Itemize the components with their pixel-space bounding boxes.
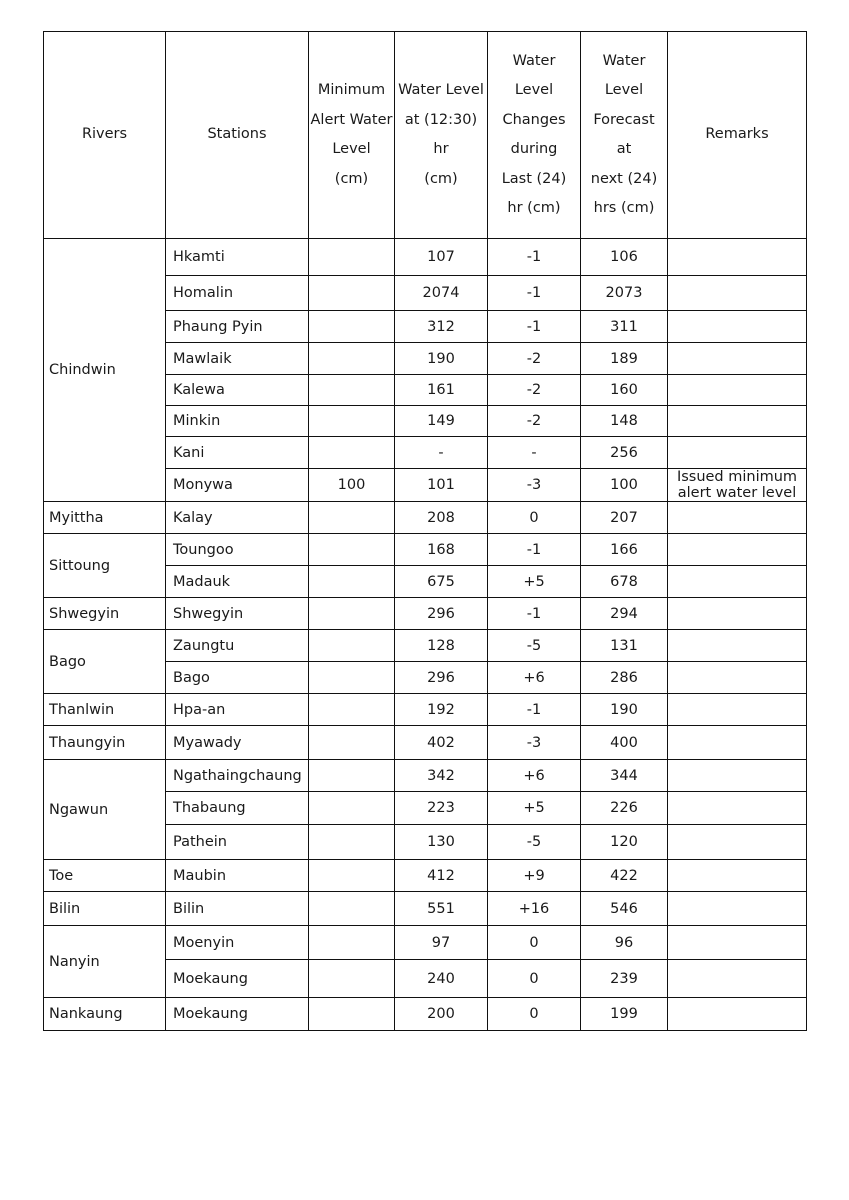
forecast-cell: 166 — [581, 534, 668, 566]
header-line: Level — [604, 82, 644, 98]
change-cell: -3 — [488, 469, 581, 502]
table-row — [44, 239, 807, 276]
remark-cell — [668, 566, 807, 598]
river-cell: Myittha — [44, 502, 166, 534]
header-rivers-text: Rivers — [81, 126, 128, 143]
remark-cell — [668, 998, 807, 1031]
table-body — [44, 239, 807, 1031]
remark-cell — [668, 239, 807, 276]
forecast-cell: 2073 — [581, 276, 668, 311]
station-cell: Ngathaingchaung — [166, 760, 309, 792]
water-level-cell: - — [395, 437, 488, 469]
water-level-cell: 675 — [395, 566, 488, 598]
station-cell: Hkamti — [166, 239, 309, 276]
change-cell: - — [488, 437, 581, 469]
river-cell: Sittoung — [44, 534, 166, 598]
header-line: next (24) — [590, 170, 658, 187]
remark-cell — [668, 726, 807, 760]
remark-cell — [668, 694, 807, 726]
change-cell: 0 — [488, 926, 581, 960]
header-forecast — [581, 32, 668, 239]
river-cell: Nanyin — [44, 926, 166, 998]
table-row — [44, 892, 807, 926]
river-cell: Bago — [44, 630, 166, 694]
change-cell: +6 — [488, 662, 581, 694]
change-cell: +5 — [488, 792, 581, 825]
header-rivers — [44, 32, 166, 239]
remark-cell — [668, 792, 807, 825]
forecast-cell: 226 — [581, 792, 668, 825]
change-cell: -2 — [488, 343, 581, 375]
remark-cell — [668, 598, 807, 630]
table-row — [44, 630, 807, 662]
remark-cell — [668, 502, 807, 534]
river-cell: Chindwin — [44, 239, 166, 502]
min-alert-cell — [309, 998, 395, 1031]
header-line: Water Level — [398, 82, 484, 98]
water-level-cell: 161 — [395, 375, 488, 406]
water-level-cell: 101 — [395, 469, 488, 502]
header-min-alert — [309, 32, 395, 239]
remark-cell: Issued minimum alert water level — [668, 469, 807, 502]
station-cell: Toungoo — [166, 534, 309, 566]
change-cell: -1 — [488, 239, 581, 276]
remark-cell — [668, 860, 807, 892]
remark-cell — [668, 406, 807, 437]
header-row — [44, 32, 807, 239]
forecast-cell: 148 — [581, 406, 668, 437]
water-level-cell: 312 — [395, 311, 488, 343]
min-alert-cell — [309, 375, 395, 406]
header-line: Last (24) — [501, 170, 567, 187]
river-cell: Nankaung — [44, 998, 166, 1031]
min-alert-cell — [309, 343, 395, 375]
water-level-cell: 412 — [395, 860, 488, 892]
remark-cell — [668, 311, 807, 343]
change-cell: 0 — [488, 502, 581, 534]
forecast-cell: 199 — [581, 998, 668, 1031]
water-level-cell: 168 — [395, 534, 488, 566]
change-cell: +9 — [488, 860, 581, 892]
forecast-cell: 546 — [581, 892, 668, 926]
header-line: Alert Water — [310, 111, 393, 128]
water-level-cell: 296 — [395, 598, 488, 630]
remark-cell — [668, 375, 807, 406]
water-level-cell: 128 — [395, 630, 488, 662]
min-alert-cell — [309, 926, 395, 960]
station-cell: Moekaung — [166, 998, 309, 1031]
water-level-cell: 149 — [395, 406, 488, 437]
water-level-cell: 200 — [395, 998, 488, 1031]
table-row — [44, 502, 807, 534]
header-changes — [488, 32, 581, 239]
station-cell: Phaung Pyin — [166, 311, 309, 343]
station-cell: Mawlaik — [166, 343, 309, 375]
header-line: during — [510, 141, 558, 157]
change-cell: 0 — [488, 960, 581, 998]
change-cell: -1 — [488, 598, 581, 630]
remark-cell — [668, 825, 807, 860]
station-cell: Kalay — [166, 502, 309, 534]
forecast-cell: 286 — [581, 662, 668, 694]
station-cell: Bago — [166, 662, 309, 694]
table-row — [44, 694, 807, 726]
forecast-cell: 190 — [581, 694, 668, 726]
min-alert-cell — [309, 239, 395, 276]
water-level-cell: 240 — [395, 960, 488, 998]
table-row — [44, 726, 807, 760]
header-line: Minimum — [317, 82, 386, 98]
forecast-cell: 189 — [581, 343, 668, 375]
station-cell: Madauk — [166, 566, 309, 598]
water-level-table — [43, 31, 807, 1031]
header-line: (cm) — [334, 170, 369, 187]
water-level-cell: 296 — [395, 662, 488, 694]
change-cell: +16 — [488, 892, 581, 926]
header-line: hr (cm) — [507, 200, 561, 216]
forecast-cell: 100 — [581, 469, 668, 502]
water-level-cell: 107 — [395, 239, 488, 276]
remark-cell — [668, 892, 807, 926]
remark-cell — [668, 630, 807, 662]
change-cell: 0 — [488, 998, 581, 1031]
min-alert-cell — [309, 566, 395, 598]
forecast-cell: 678 — [581, 566, 668, 598]
min-alert-cell — [309, 406, 395, 437]
change-cell: +6 — [488, 760, 581, 792]
min-alert-cell — [309, 598, 395, 630]
min-alert-cell — [309, 437, 395, 469]
forecast-cell: 106 — [581, 239, 668, 276]
river-cell: Toe — [44, 860, 166, 892]
header-stations-text: Stations — [207, 126, 267, 143]
min-alert-cell — [309, 960, 395, 998]
header-line: Forecast — [593, 111, 655, 128]
station-cell: Minkin — [166, 406, 309, 437]
header-line: Changes — [502, 111, 566, 128]
table-row — [44, 534, 807, 566]
change-cell: -5 — [488, 825, 581, 860]
water-level-cell: 190 — [395, 343, 488, 375]
change-cell: -2 — [488, 375, 581, 406]
station-cell: Homalin — [166, 276, 309, 311]
forecast-cell: 239 — [581, 960, 668, 998]
station-cell: Pathein — [166, 825, 309, 860]
water-level-cell: 97 — [395, 926, 488, 960]
min-alert-cell — [309, 630, 395, 662]
station-cell: Zaungtu — [166, 630, 309, 662]
forecast-cell: 344 — [581, 760, 668, 792]
header-remarks — [668, 32, 807, 239]
remark-cell — [668, 437, 807, 469]
change-cell: -5 — [488, 630, 581, 662]
water-level-cell: 130 — [395, 825, 488, 860]
table-row — [44, 760, 807, 792]
water-level-cell: 342 — [395, 760, 488, 792]
header-remarks-text: Remarks — [705, 126, 769, 143]
header-line: Water — [512, 52, 556, 69]
water-level-cell: 402 — [395, 726, 488, 760]
remark-cell — [668, 926, 807, 960]
table-row — [44, 926, 807, 960]
min-alert-cell — [309, 502, 395, 534]
forecast-cell: 207 — [581, 502, 668, 534]
remark-cell — [668, 276, 807, 311]
min-alert-cell: 100 — [309, 469, 395, 502]
forecast-cell: 131 — [581, 630, 668, 662]
forecast-cell: 256 — [581, 437, 668, 469]
header-water-level — [395, 32, 488, 239]
forecast-cell: 160 — [581, 375, 668, 406]
change-cell: -1 — [488, 694, 581, 726]
header-line: (cm) — [424, 170, 458, 187]
water-level-cell: 208 — [395, 502, 488, 534]
station-cell: Bilin — [166, 892, 309, 926]
header-line: at (12:30) hr — [404, 111, 478, 157]
station-cell: Moekaung — [166, 960, 309, 998]
change-cell: -1 — [488, 534, 581, 566]
header-line: Level — [514, 82, 554, 98]
remark-cell — [668, 760, 807, 792]
forecast-cell: 311 — [581, 311, 668, 343]
river-cell: Shwegyin — [44, 598, 166, 630]
forecast-cell: 422 — [581, 860, 668, 892]
header-line: Level — [332, 141, 371, 157]
water-level-cell: 2074 — [395, 276, 488, 311]
min-alert-cell — [309, 694, 395, 726]
forecast-cell: 120 — [581, 825, 668, 860]
min-alert-cell — [309, 311, 395, 343]
remark-cell — [668, 662, 807, 694]
station-cell: Kani — [166, 437, 309, 469]
min-alert-cell — [309, 726, 395, 760]
station-cell: Moenyin — [166, 926, 309, 960]
river-cell: Thanlwin — [44, 694, 166, 726]
remark-cell — [668, 343, 807, 375]
header-line: Water — [602, 52, 646, 69]
station-cell: Thabaung — [166, 792, 309, 825]
header-line: at — [616, 141, 632, 157]
table-row — [44, 598, 807, 630]
min-alert-cell — [309, 662, 395, 694]
station-cell: Myawady — [166, 726, 309, 760]
change-cell: -1 — [488, 311, 581, 343]
forecast-cell: 400 — [581, 726, 668, 760]
station-cell: Shwegyin — [166, 598, 309, 630]
change-cell: -3 — [488, 726, 581, 760]
station-cell: Monywa — [166, 469, 309, 502]
remark-cell — [668, 960, 807, 998]
min-alert-cell — [309, 760, 395, 792]
station-cell: Maubin — [166, 860, 309, 892]
min-alert-cell — [309, 792, 395, 825]
min-alert-cell — [309, 860, 395, 892]
water-level-cell: 551 — [395, 892, 488, 926]
change-cell: -2 — [488, 406, 581, 437]
min-alert-cell — [309, 276, 395, 311]
water-level-cell: 223 — [395, 792, 488, 825]
river-cell: Bilin — [44, 892, 166, 926]
min-alert-cell — [309, 892, 395, 926]
forecast-cell: 96 — [581, 926, 668, 960]
min-alert-cell — [309, 534, 395, 566]
station-cell: Kalewa — [166, 375, 309, 406]
change-cell: +5 — [488, 566, 581, 598]
header-line: hrs (cm) — [593, 200, 655, 216]
river-cell: Ngawun — [44, 760, 166, 860]
river-cell: Thaungyin — [44, 726, 166, 760]
change-cell: -1 — [488, 276, 581, 311]
header-stations — [166, 32, 309, 239]
station-cell: Hpa-an — [166, 694, 309, 726]
table-row — [44, 860, 807, 892]
water-level-cell: 192 — [395, 694, 488, 726]
remark-cell — [668, 534, 807, 566]
table-row — [44, 998, 807, 1031]
min-alert-cell — [309, 825, 395, 860]
forecast-cell: 294 — [581, 598, 668, 630]
